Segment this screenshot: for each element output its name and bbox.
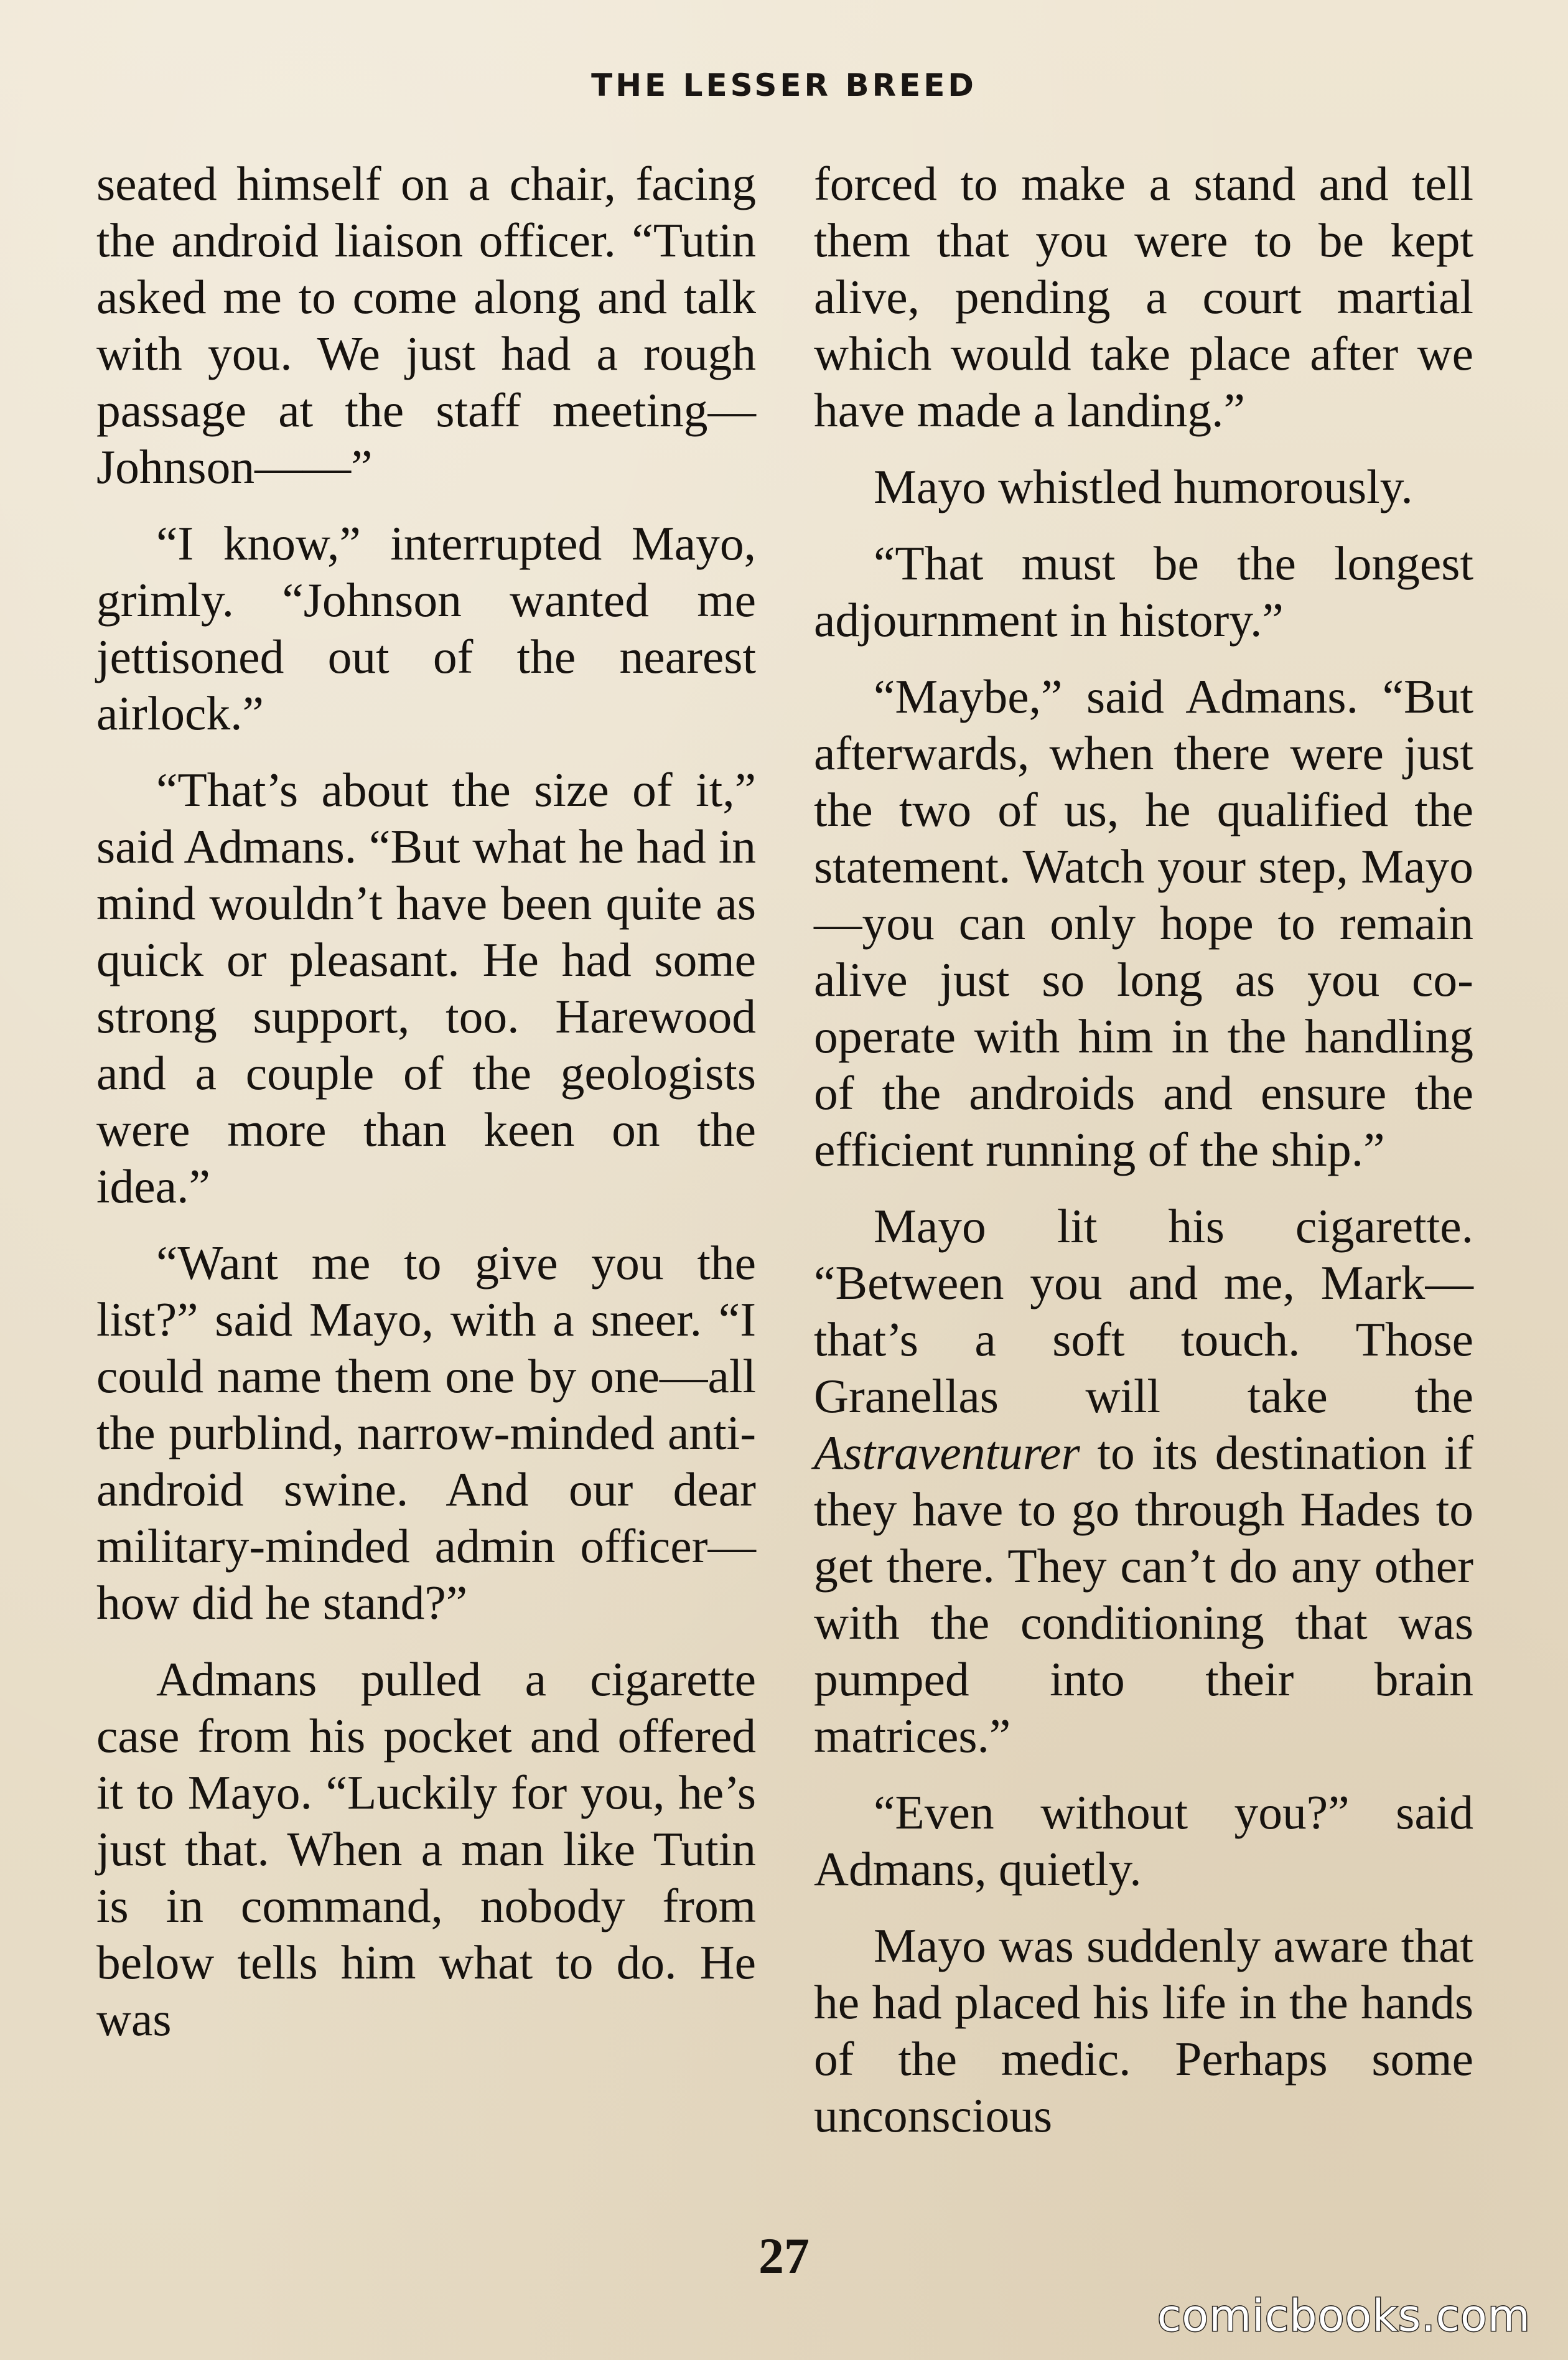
paragraph: “I know,” interrupted Mayo, grimly. “Johnson wanted me jettisoned out of the nearest airlock.” <box>96 517 756 740</box>
paragraph <box>814 1198 1473 1764</box>
paragraph: “That’s about the size of it,” said Admans. “But what he had in mind wouldn’t have been quite as quick or pleasant. He had some strong support, too. Harewood and a couple of the geologists were more than keen on the idea.” <box>96 763 756 1213</box>
paragraph: seated himself on a chair, facing the android liaison officer. “Tutin asked me to come along and talk with you. We just had a rough passage at the staff meeting— Johnson——” <box>96 157 756 494</box>
paragraph: Admans pulled a cigarette case from his pocket and offered it to Mayo. “Luckily for you, he’s just that. When a man like Tutin is in command, nobody from below tells him what to do. He was <box>96 1652 756 2046</box>
right-column <box>814 156 1473 2164</box>
paragraph: “That must be the longest adjournment in history.” <box>814 536 1473 647</box>
running-head: THE LESSER BREED <box>591 67 977 103</box>
ship-name: Astraventurer <box>814 1426 1080 1479</box>
paragraph: “Want me to give you the list?” said Mayo, with a sneer. “I could name them one by one—all the purblind, narrow-minded anti-android swine. And our dear military-minded admin officer—how did he stand?” <box>96 1236 756 1629</box>
left-column <box>96 156 756 2067</box>
paragraph: “Even without you?” said Admans, quietly. <box>814 1786 1473 1896</box>
watermark: comicbooks.com <box>1157 2290 1531 2341</box>
paragraph: “Maybe,” said Admans. “But afterwards, when there were just the two of us, he qualified the statement. Watch your step, Mayo—you can only hope to remain alive just so long as you co-operate with him in the handling of the androids and ensure the efficient running of the ship.” <box>814 670 1473 1176</box>
paragraph: Mayo was suddenly aware that he had placed his life in the hands of the medic. Perhaps some unconscious <box>814 1919 1473 2142</box>
paragraph: forced to make a stand and tell them that you were to be kept alive, pending a court martial which would take place after we have made a landing.” <box>814 157 1473 437</box>
paragraph-text: to its destination if they have to go through Hades to get there. They can’t do any other with the conditioning that was pumped into their brain matrices.” <box>814 1426 1473 1763</box>
page-number: 27 <box>758 2227 810 2284</box>
paragraph: Mayo whistled humorously. <box>874 460 1413 513</box>
paragraph-text: Mayo lit his cigarette. “Between you and me, Mark—that’s a soft touch. Those Granellas will take the <box>814 1199 1473 1423</box>
